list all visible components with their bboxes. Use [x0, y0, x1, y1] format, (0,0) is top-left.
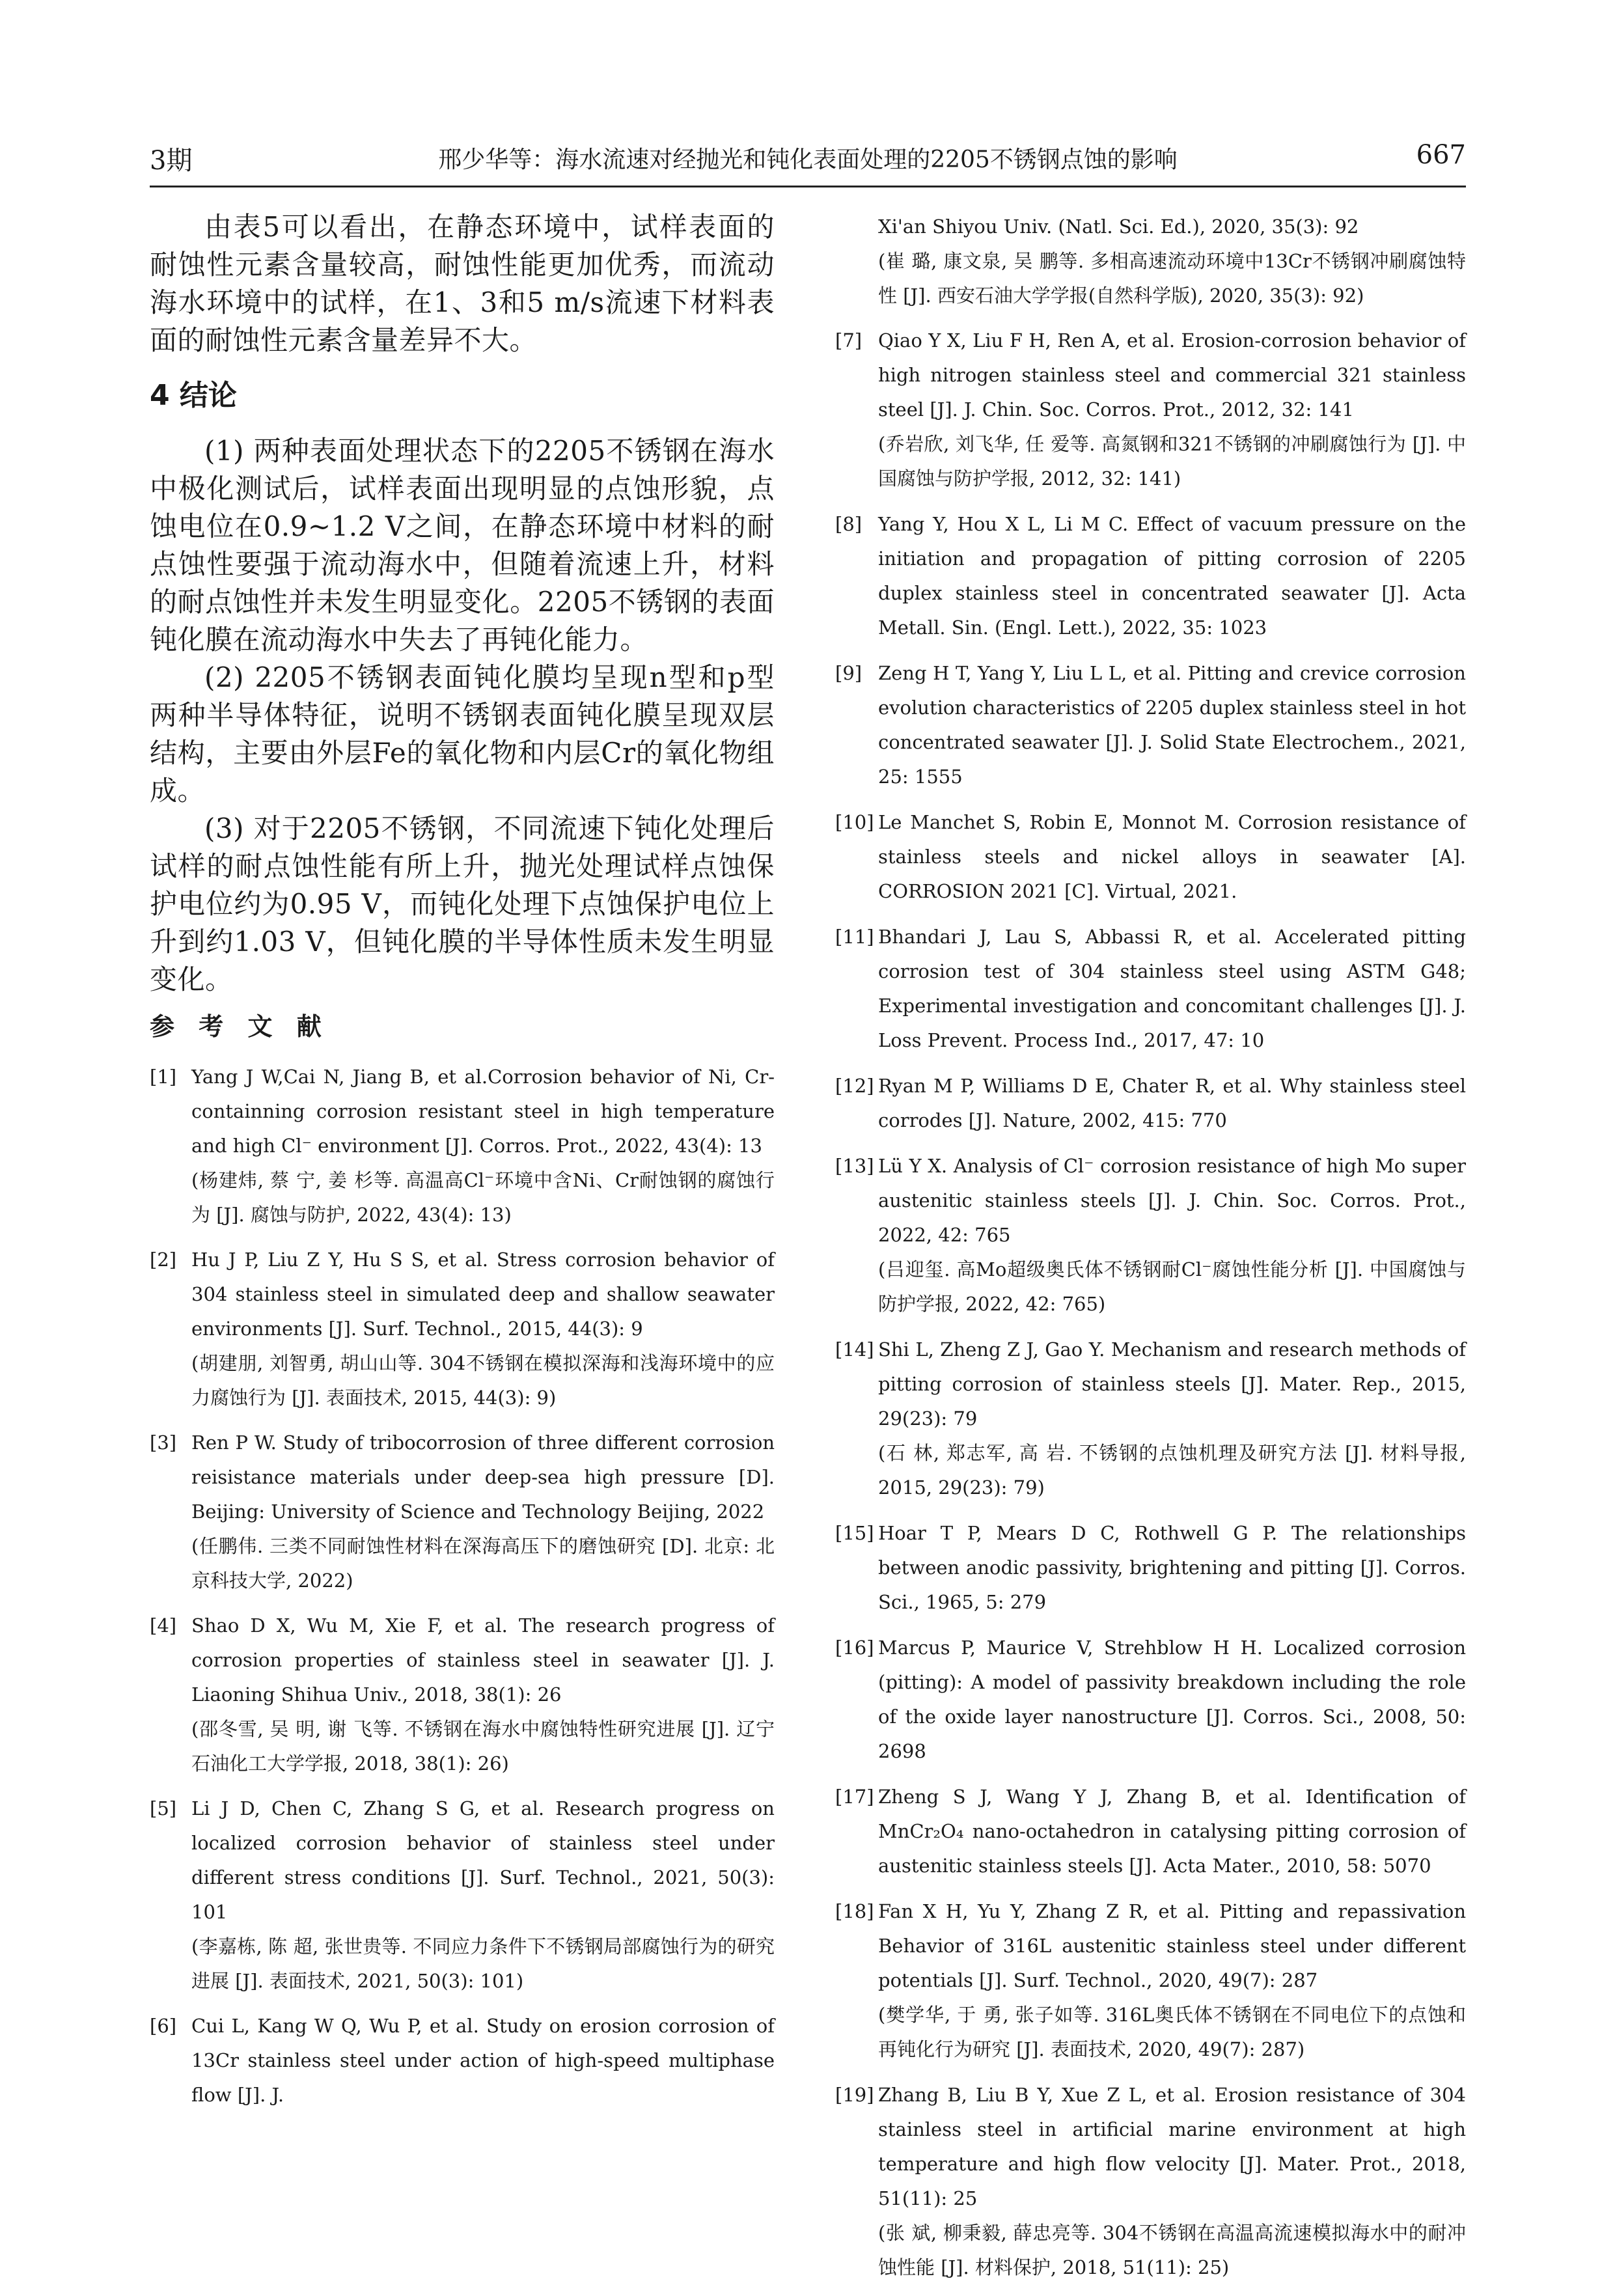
intro-paragraph: 由表5可以看出，在静态环境中，试样表面的耐蚀性元素含量较高，耐蚀性能更加优秀，而流动海水环境中的试样，在1、3和5 m/s流速下材料表面的耐蚀性元素含量差异不大。	[150, 211, 775, 356]
reference-item	[835, 1149, 1466, 1321]
issue-number: 3期	[150, 146, 193, 176]
reference-item	[835, 920, 1466, 1058]
reference-text: Zeng H T, Yang Y, Liu L L, et al. Pitting and crevice corrosion evolution characteristics of 2205 duplex stainless steel in hot concentrated seawater [J]. J. Solid State Electrochem., 2021, 25: 1555	[878, 662, 1466, 788]
conclusion-1: (1) 两种表面处理状态下的2205不锈钢在海水中极化测试后，试样表面出现明显的点蚀形貌，点蚀电位在0.9~1.2 V之间，在静态环境中材料的耐点蚀性要强于流动海水中，但随着流速上升，材料的耐点蚀性并未发生明显变化。2205不锈钢的表面钝化膜在流动海水中失去了再钝化能力。	[150, 435, 775, 656]
reference-text: Zhang B, Liu B Y, Xue Z L, et al. Erosion resistance of 304 stainless steel in artificial marine environment at high temperature and high flow velocity [J]. Mater. Prot., 2018, 51(11): 25	[878, 2084, 1466, 2209]
reference-number: [6]	[150, 2015, 177, 2037]
reference-text: Le Manchet S, Robin E, Monnot M. Corrosion resistance of stainless steels and nickel alloys in seawater [A]. CORROSION 2021 [C]. Virtual, 2021.	[878, 811, 1466, 902]
reference-item	[150, 1243, 775, 1415]
reference-item	[835, 1333, 1466, 1505]
reference-item	[150, 1426, 775, 1598]
reference-item	[835, 324, 1466, 496]
references-list-left	[150, 1060, 775, 2112]
reference-text: Shao D X, Wu M, Xie F, et al. The research progress of corrosion properties of stainless steel in seawater [J]. J. Liaoning Shihua Univ., 2018, 38(1): 26	[191, 1614, 775, 1706]
reference-text: Bhandari J, Lau S, Abbassi R, et al. Accelerated pitting corrosion test of 304 stainless steel using ASTM G48; Experimental investigation and concomitant challenges [J]. J. Loss Prevent. Process Ind., 2017, 47: 10	[878, 926, 1466, 1051]
reference-text: Qiao Y X, Liu F H, Ren A, et al. Erosion-corrosion behavior of high nitrogen stainless steel and commercial 321 stainless steel [J]. J. Chin. Soc. Corros. Prot., 2012, 32: 141	[878, 329, 1466, 421]
reference-number: [11]	[835, 926, 874, 948]
reference-item	[835, 1631, 1466, 1769]
reference-number: [17]	[835, 1786, 874, 1808]
conclusion-2: (2) 2205不锈钢表面钝化膜均呈现n型和p型两种半导体特征，说明不锈钢表面钝化膜呈现双层结构，主要由外层Fe的氧化物和内层Cr的氧化物组成。	[150, 661, 775, 807]
reference-chinese-text: (李嘉栋, 陈 超, 张世贵等. 不同应力条件下不锈钢局部腐蚀行为的研究进展 [J]. 表面技术, 2021, 50(3): 101)	[191, 1935, 775, 1992]
reference-number: [2]	[150, 1249, 177, 1271]
reference-chinese-text: (邵冬雪, 吴 明, 谢 飞等. 不锈钢在海水中腐蚀特性研究进展 [J]. 辽宁石油化工大学学报, 2018, 38(1): 26)	[191, 1718, 775, 1775]
reference-item	[835, 507, 1466, 645]
reference-number: [18]	[835, 1900, 874, 1922]
reference-chinese-text: (胡建朋, 刘智勇, 胡山山等. 304不锈钢在模拟深海和浅海环境中的应力腐蚀行为 [J]. 表面技术, 2015, 44(3): 9)	[191, 1352, 775, 1409]
reference-chinese-text: (石 林, 郑志军, 高 岩. 不锈钢的点蚀机理及研究方法 [J]. 材料导报, 2015, 29(23): 79)	[878, 1442, 1466, 1499]
reference-number: [15]	[835, 1522, 874, 1544]
reference-number: [1]	[150, 1066, 177, 1088]
reference-text: Cui L, Kang W Q, Wu P, et al. Study on erosion corrosion of 13Cr stainless steel under action of high-speed multiphase flow [J]. J.	[191, 2015, 775, 2106]
reference-number: [13]	[835, 1155, 874, 1177]
references-heading: 参 考 文 献	[150, 1012, 329, 1041]
reference-number: [7]	[835, 329, 863, 352]
right-column	[835, 210, 1466, 2296]
reference-text: Shi L, Zheng Z J, Gao Y. Mechanism and research methods of pitting corrosion of stainless steels [J]. Mater. Rep., 2015, 29(23): 79	[878, 1338, 1466, 1430]
reference-item	[835, 1780, 1466, 1883]
reference-text: Ryan M P, Williams D E, Chater R, et al. Why stainless steel corrodes [J]. Nature, 2002, 415: 770	[878, 1075, 1466, 1131]
reference-chinese-text: (乔岩欣, 刘飞华, 任 爱等. 高氮钢和321不锈钢的冲刷腐蚀行为 [J]. 中国腐蚀与防护学报, 2012, 32: 141)	[878, 433, 1466, 490]
reference-text: Marcus P, Maurice V, Strehblow H H. Localized corrosion (pitting): A model of passivity breakdown including the role of the oxide layer nanostructure [J]. Corros. Sci., 2008, 50: 2698	[878, 1637, 1466, 1762]
reference-text: Ren P W. Study of tribocorrosion of three different corrosion reisistance materials under deep-sea high pressure [D]. Beijing: University of Science and Technology Beijing, 2022	[191, 1432, 775, 1523]
reference-item	[150, 1060, 775, 1232]
reference-number: [4]	[150, 1614, 177, 1637]
reference-6-continuation	[835, 210, 1466, 313]
reference-text: Fan X H, Yu Y, Zhang Z R, et al. Pitting and repassivation Behavior of 316L austenitic stainless steel under different potentials [J]. Surf. Technol., 2020, 49(7): 287	[878, 1900, 1466, 1991]
reference-number: [14]	[835, 1338, 874, 1361]
reference-item	[835, 656, 1466, 794]
reference-text: Yang J W,Cai N, Jiang B, et al.Corrosion behavior of Ni, Cr-containning corrosion resistant steel in high temperature and high Cl⁻ environment [J]. Corros. Prot., 2022, 43(4): 13	[191, 1066, 775, 1157]
reference-number: [9]	[835, 662, 863, 684]
reference-text: Zheng S J, Wang Y J, Zhang B, et al. Identification of MnCr₂O₄ nano-octahedron in catalysing pitting corrosion of austenitic stainless steels [J]. Acta Mater., 2010, 58: 5070	[878, 1786, 1466, 1877]
reference-chinese-text: (樊学华, 于 勇, 张子如等. 316L奥氏体不锈钢在不同电位下的点蚀和再钝化行为研究 [J]. 表面技术, 2020, 49(7): 287)	[878, 2004, 1466, 2060]
reference-item	[835, 805, 1466, 909]
reference-chinese-text: (任鹏伟. 三类不同耐蚀性材料在深海高压下的磨蚀研究 [D]. 北京: 北京科技大学, 2022)	[191, 1535, 775, 1592]
reference-number: [5]	[150, 1797, 177, 1819]
reference-text: Lü Y X. Analysis of Cl⁻ corrosion resistance of high Mo super austenitic stainless steels [J]. J. Chin. Soc. Corros. Prot., 2022, 42: 765	[878, 1155, 1466, 1246]
reference-item	[835, 1516, 1466, 1620]
page-header	[150, 133, 1466, 187]
reference-item	[835, 1894, 1466, 2067]
reference-chinese-text: (张 斌, 柳秉毅, 薛忠亮等. 304不锈钢在高温高流速模拟海水中的耐冲蚀性能 [J]. 材料保护, 2018, 51(11): 25)	[878, 2222, 1466, 2278]
conclusion-3: (3) 对于2205不锈钢，不同流速下钝化处理后试样的耐点蚀性能有所上升，抛光处理试样点蚀保护电位约为0.95 V，而钝化处理下点蚀保护电位上升到约1.03 V，但钝化膜的半导体性质未发生明显变化。	[150, 812, 775, 995]
reference-text: Hu J P, Liu Z Y, Hu S S, et al. Stress corrosion behavior of 304 stainless steel in simulated deep and shallow seawater environments [J]. Surf. Technol., 2015, 44(3): 9	[191, 1249, 775, 1340]
reference-number: [3]	[150, 1432, 177, 1454]
reference-item	[835, 1069, 1466, 1138]
reference-number: [8]	[835, 513, 863, 535]
reference-text: Hoar T P, Mears D C, Rothwell G P. The relationships between anodic passivity, brightening and pitting [J]. Corros. Sci., 1965, 5: 279	[878, 1522, 1466, 1613]
section-heading-conclusions: 4 结论	[150, 379, 237, 412]
page-number: 667	[1416, 140, 1466, 170]
left-column	[150, 208, 775, 2123]
reference-number: [16]	[835, 1637, 874, 1659]
reference-chinese-text: (杨建炜, 蔡 宁, 姜 杉等. 高温高Cl⁻环境中含Ni、Cr耐蚀钢的腐蚀行为 [J]. 腐蚀与防护, 2022, 43(4): 13)	[191, 1169, 775, 1226]
reference-text: Yang Y, Hou X L, Li M C. Effect of vacuum pressure on the initiation and propagation of pitting corrosion of 2205 duplex stainless steel in concentrated seawater [J]. Acta Metall. Sin. (Engl. Lett.), 2022, 35: 1023	[878, 513, 1466, 639]
reference-number: [10]	[835, 811, 874, 833]
reference-item	[835, 2078, 1466, 2285]
reference-chinese-text: (吕迎玺. 高Mo超级奥氏体不锈钢耐Cl⁻腐蚀性能分析 [J]. 中国腐蚀与防护学报, 2022, 42: 765)	[878, 1258, 1466, 1315]
reference-item	[150, 2009, 775, 2112]
reference-item	[150, 1791, 775, 1999]
reference-6-continuation-cn: (崔 璐, 康文泉, 吴 鹏等. 多相高速流动环境中13Cr不锈钢冲刷腐蚀特性 [J]. 西安石油大学学报(自然科学版), 2020, 35(3): 92)	[878, 250, 1466, 307]
reference-text: Li J D, Chen C, Zhang S G, et al. Research progress on localized corrosion behavior of stainless steel under different stress conditions [J]. Surf. Technol., 2021, 50(3): 101	[191, 1797, 775, 1923]
reference-6-continuation-text: Xi'an Shiyou Univ. (Natl. Sci. Ed.), 2020, 35(3): 92	[878, 215, 1359, 238]
references-list-right	[835, 324, 1466, 2285]
running-title: 邢少华等：海水流速对经抛光和钝化表面处理的2205不锈钢点蚀的影响	[438, 146, 1178, 173]
reference-number: [19]	[835, 2084, 874, 2106]
reference-item	[150, 1609, 775, 1781]
reference-number: [12]	[835, 1075, 874, 1097]
